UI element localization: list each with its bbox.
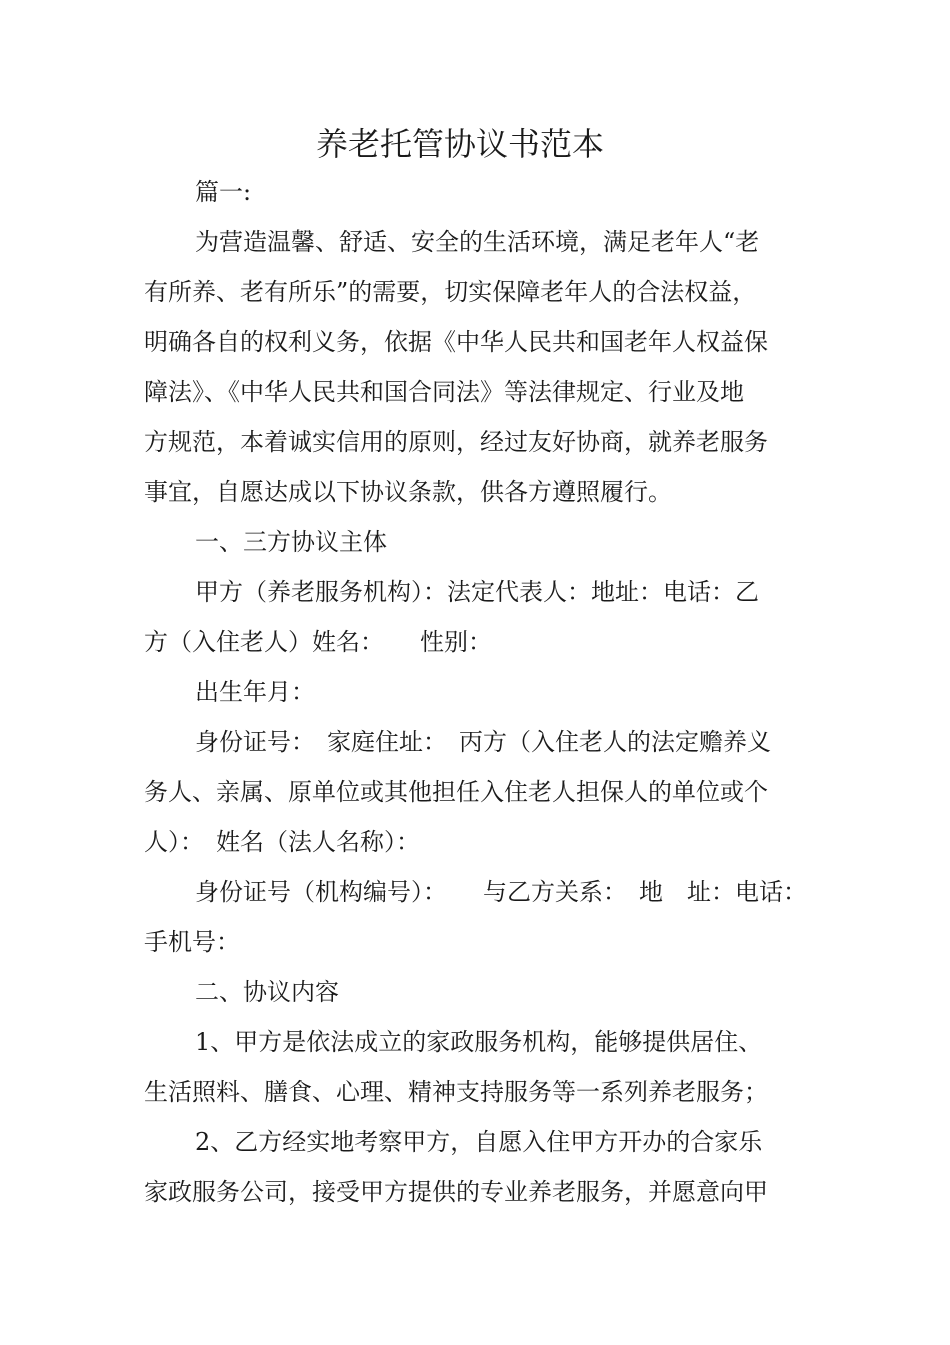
section-heading-content: 二、协议内容 bbox=[195, 978, 339, 1006]
paragraph-line: 1、甲方是依法成立的家政服务机构，能够提供居住、 bbox=[195, 1028, 763, 1056]
document-title: 养老托管协议书范本 bbox=[315, 125, 604, 163]
paragraph-line: 2、乙方经实地考察甲方，自愿入住甲方开办的合家乐 bbox=[195, 1128, 763, 1156]
paragraph-line: 身份证号： 家庭住址： 丙方（入住老人的法定赡养义 bbox=[195, 728, 771, 756]
paragraph-line: 手机号： bbox=[144, 928, 240, 956]
paragraph-line: 事宜，自愿达成以下协议条款，供各方遵照履行。 bbox=[144, 478, 672, 506]
paragraph-line: 方规范，本着诚实信用的原则，经过友好协商，就养老服务 bbox=[144, 428, 768, 456]
paragraph-line: 有所养、老有所乐”的需要，切实保障老年人的合法权益， bbox=[144, 278, 757, 306]
paragraph-line: 务人、亲属、原单位或其他担任入住老人担保人的单位或个 bbox=[144, 778, 768, 806]
paragraph-line: 出生年月： bbox=[195, 678, 315, 706]
paragraph-line: 甲方（养老服务机构）：法定代表人：地址：电话：乙 bbox=[195, 578, 759, 606]
paragraph-line: 身份证号（机构编号）： 与乙方关系： 地 址：电话： bbox=[195, 878, 807, 906]
paragraph-line: 明确各自的权利义务，依据《中华人民共和国老年人权益保 bbox=[144, 328, 768, 356]
paragraph-line: 家政服务公司，接受甲方提供的专业养老服务，并愿意向甲 bbox=[144, 1178, 768, 1206]
paragraph-line: 障法》、《中华人民共和国合同法》等法律规定、行业及地 bbox=[144, 378, 744, 406]
paragraph-line: 方（入住老人）姓名： 性别： bbox=[144, 628, 492, 656]
section-label-part-one: 篇一: bbox=[195, 178, 252, 206]
section-heading-parties: 一、三方协议主体 bbox=[195, 528, 387, 556]
paragraph-line: 生活照料、膳食、心理、精神支持服务等一系列养老服务； bbox=[144, 1078, 768, 1106]
paragraph-line: 为营造温馨、舒适、安全的生活环境，满足老年人“老 bbox=[195, 228, 760, 256]
paragraph-line: 人）： 姓名（法人名称）： bbox=[144, 828, 420, 856]
